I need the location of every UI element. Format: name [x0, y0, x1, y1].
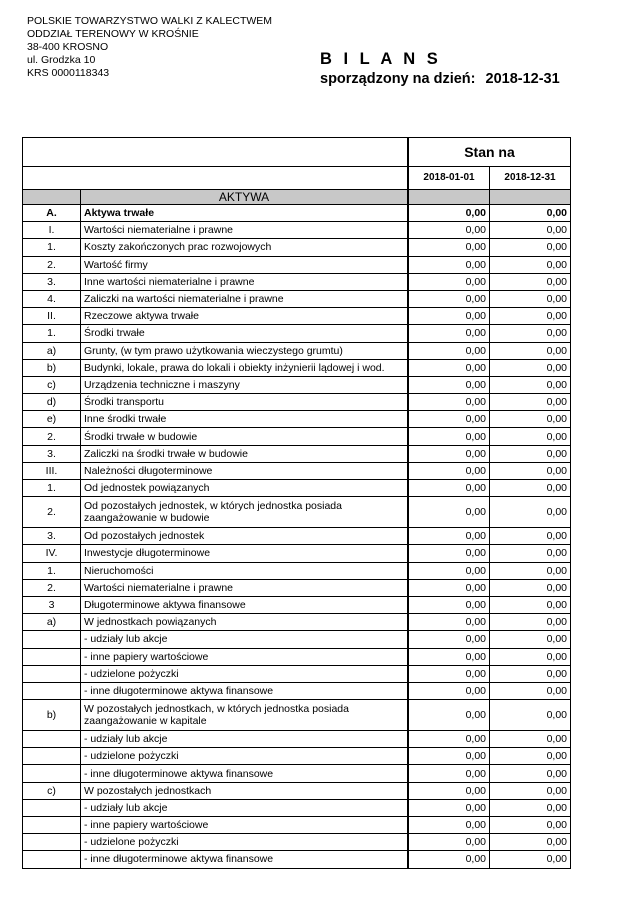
section-label: AKTYWA — [81, 190, 408, 205]
row-number: c) — [23, 782, 81, 799]
row-value-end: 0,00 — [490, 480, 571, 497]
row-value-end: 0,00 — [490, 428, 571, 445]
org-division: ODDZIAŁ TERENOWY W KROŚNIE — [27, 28, 199, 40]
row-value-start: 0,00 — [409, 528, 490, 545]
row-value-start: 0,00 — [409, 545, 490, 562]
row-description: Urządzenia techniczne i maszyny — [81, 376, 408, 393]
row-value-end: 0,00 — [490, 682, 571, 699]
row-value-start: 0,00 — [409, 631, 490, 648]
table-row — [23, 290, 571, 307]
row-description: - udziały lub akcje — [81, 799, 408, 816]
row-number: b) — [23, 700, 81, 731]
row-number: e) — [23, 411, 81, 428]
row-number — [23, 631, 81, 648]
row-value-start: 0,00 — [409, 462, 490, 479]
row-description: Od pozostałych jednostek — [81, 528, 408, 545]
table-header-row — [23, 138, 571, 167]
row-description: Wartości niematerialne i prawne — [81, 222, 408, 239]
row-value-end: 0,00 — [490, 359, 571, 376]
row-value-end: 0,00 — [490, 222, 571, 239]
row-description: Inne środki trwałe — [81, 411, 408, 428]
row-value-end: 0,00 — [490, 851, 571, 868]
table-row — [23, 799, 571, 816]
table-row — [23, 462, 571, 479]
row-number: 1. — [23, 480, 81, 497]
table-row — [23, 614, 571, 631]
row-value-start: 0,00 — [409, 273, 490, 290]
row-value-start: 0,00 — [409, 579, 490, 596]
row-description: - udziały lub akcje — [81, 731, 408, 748]
row-number: 1. — [23, 562, 81, 579]
table-row — [23, 817, 571, 834]
row-description: Od jednostek powiązanych — [81, 480, 408, 497]
table-row — [23, 851, 571, 868]
row-description: - inne papiery wartościowe — [81, 817, 408, 834]
row-value-start: 0,00 — [409, 596, 490, 613]
row-value-start: 0,00 — [409, 700, 490, 731]
row-description: - udziały lub akcje — [81, 631, 408, 648]
row-value-start: 0,00 — [409, 834, 490, 851]
row-description: Budynki, lokale, prawa do lokali i obiekty inżynierii lądowej i wod. — [81, 359, 408, 376]
row-number: c) — [23, 376, 81, 393]
table-date-row — [23, 167, 571, 190]
row-description: Zaliczki na środki trwałe w budowie — [81, 445, 408, 462]
document-title: B I L A N S — [320, 50, 442, 68]
table-row — [23, 562, 571, 579]
row-value-end: 0,00 — [490, 665, 571, 682]
row-value-start: 0,00 — [409, 765, 490, 782]
row-description: Wartość firmy — [81, 256, 408, 273]
row-description: Środki trwałe — [81, 325, 408, 342]
row-value-start: 0,00 — [409, 480, 490, 497]
table-row — [23, 834, 571, 851]
section-no-cell — [23, 190, 81, 205]
row-value-end: 0,00 — [490, 273, 571, 290]
row-description: - inne długoterminowe aktywa finansowe — [81, 851, 408, 868]
row-value-end: 0,00 — [490, 614, 571, 631]
row-number: d) — [23, 394, 81, 411]
row-value-end: 0,00 — [490, 376, 571, 393]
table-row — [23, 545, 571, 562]
row-number — [23, 665, 81, 682]
row-number: 2. — [23, 579, 81, 596]
column-date-end: 2018-12-31 — [490, 167, 571, 190]
row-number: A. — [23, 205, 81, 222]
row-description: - inne papiery wartościowe — [81, 648, 408, 665]
row-value-end: 0,00 — [490, 731, 571, 748]
section-v1-cell — [409, 190, 490, 205]
table-row — [23, 376, 571, 393]
table-row — [23, 308, 571, 325]
row-value-end: 0,00 — [490, 765, 571, 782]
row-value-end: 0,00 — [490, 782, 571, 799]
row-value-end: 0,00 — [490, 817, 571, 834]
row-description: Wartości niematerialne i prawne — [81, 579, 408, 596]
balance-table — [22, 137, 571, 869]
org-krs: KRS 0000118343 — [27, 67, 110, 79]
row-value-start: 0,00 — [409, 562, 490, 579]
table-row — [23, 394, 571, 411]
row-description: W pozostałych jednostkach, w których jednostka posiada zaangażowanie w kapitale — [81, 700, 408, 731]
row-description: Nieruchomości — [81, 562, 408, 579]
row-value-end: 0,00 — [490, 834, 571, 851]
row-value-start: 0,00 — [409, 665, 490, 682]
row-value-end: 0,00 — [490, 290, 571, 307]
row-value-start: 0,00 — [409, 851, 490, 868]
column-date-start: 2018-01-01 — [409, 167, 490, 190]
row-number: 2. — [23, 256, 81, 273]
table-row — [23, 765, 571, 782]
row-number — [23, 834, 81, 851]
row-description: Inwestycje długoterminowe — [81, 545, 408, 562]
table-row — [23, 325, 571, 342]
org-postal: 38-400 KROSNO — [27, 41, 109, 53]
row-number — [23, 817, 81, 834]
row-number — [23, 765, 81, 782]
row-description: Aktywa trwałe — [81, 205, 408, 222]
row-value-start: 0,00 — [409, 782, 490, 799]
row-number: 1. — [23, 325, 81, 342]
row-value-start: 0,00 — [409, 205, 490, 222]
row-description: Rzeczowe aktywa trwałe — [81, 308, 408, 325]
row-value-end: 0,00 — [490, 579, 571, 596]
row-value-end: 0,00 — [490, 239, 571, 256]
row-number: 3. — [23, 528, 81, 545]
row-value-end: 0,00 — [490, 528, 571, 545]
table-row — [23, 596, 571, 613]
row-value-start: 0,00 — [409, 308, 490, 325]
table-row — [23, 445, 571, 462]
subtitle-date: 2018-12-31 — [485, 71, 560, 87]
row-value-start: 0,00 — [409, 256, 490, 273]
table-row — [23, 256, 571, 273]
row-description: Należności długoterminowe — [81, 462, 408, 479]
row-value-start: 0,00 — [409, 290, 490, 307]
row-number: 3. — [23, 445, 81, 462]
row-value-end: 0,00 — [490, 462, 571, 479]
table-row — [23, 342, 571, 359]
row-value-start: 0,00 — [409, 394, 490, 411]
row-value-start: 0,00 — [409, 648, 490, 665]
row-value-end: 0,00 — [490, 394, 571, 411]
table-row — [23, 239, 571, 256]
row-number — [23, 851, 81, 868]
table-row — [23, 205, 571, 222]
row-number: 2. — [23, 428, 81, 445]
row-number — [23, 799, 81, 816]
organization-header — [27, 15, 272, 80]
table-row — [23, 273, 571, 290]
row-value-end: 0,00 — [490, 308, 571, 325]
row-description: - udzielone pożyczki — [81, 665, 408, 682]
row-value-start: 0,00 — [409, 748, 490, 765]
table-row — [23, 222, 571, 239]
row-number — [23, 731, 81, 748]
row-number: 3. — [23, 273, 81, 290]
row-value-start: 0,00 — [409, 731, 490, 748]
row-number: a) — [23, 342, 81, 359]
document-subtitle — [320, 71, 560, 87]
row-number — [23, 648, 81, 665]
row-value-end: 0,00 — [490, 545, 571, 562]
row-value-end: 0,00 — [490, 411, 571, 428]
row-value-start: 0,00 — [409, 445, 490, 462]
table-row — [23, 359, 571, 376]
row-value-start: 0,00 — [409, 359, 490, 376]
row-description: Środki trwałe w budowie — [81, 428, 408, 445]
table-row — [23, 682, 571, 699]
row-description: Zaliczki na wartości niematerialne i prawne — [81, 290, 408, 307]
row-value-start: 0,00 — [409, 682, 490, 699]
row-number: III. — [23, 462, 81, 479]
row-number: I. — [23, 222, 81, 239]
row-value-end: 0,00 — [490, 497, 571, 528]
row-value-start: 0,00 — [409, 325, 490, 342]
row-value-end: 0,00 — [490, 799, 571, 816]
subtitle-label: sporządzony na dzień: — [320, 71, 476, 87]
row-value-end: 0,00 — [490, 342, 571, 359]
row-number — [23, 682, 81, 699]
row-value-start: 0,00 — [409, 799, 490, 816]
table-row — [23, 579, 571, 596]
table-row — [23, 748, 571, 765]
row-value-end: 0,00 — [490, 205, 571, 222]
row-value-end: 0,00 — [490, 631, 571, 648]
row-value-end: 0,00 — [490, 700, 571, 731]
row-number: a) — [23, 614, 81, 631]
row-description: W pozostałych jednostkach — [81, 782, 408, 799]
stan-na-label: Stan na — [409, 138, 571, 167]
section-row — [23, 190, 571, 205]
row-number: II. — [23, 308, 81, 325]
org-name: POLSKIE TOWARZYSTWO WALKI Z KALECTWEM — [27, 15, 273, 27]
row-value-end: 0,00 — [490, 445, 571, 462]
row-description: - udzielone pożyczki — [81, 834, 408, 851]
row-value-start: 0,00 — [409, 342, 490, 359]
table-row — [23, 731, 571, 748]
table-row — [23, 631, 571, 648]
row-value-end: 0,00 — [490, 256, 571, 273]
row-value-end: 0,00 — [490, 748, 571, 765]
row-description: Środki transportu — [81, 394, 408, 411]
table-row — [23, 497, 571, 528]
row-description: - udzielone pożyczki — [81, 748, 408, 765]
table-row — [23, 665, 571, 682]
row-description: W jednostkach powiązanych — [81, 614, 408, 631]
row-number: b) — [23, 359, 81, 376]
row-number: 4. — [23, 290, 81, 307]
row-description: Długoterminowe aktywa finansowe — [81, 596, 408, 613]
row-description: Inne wartości niematerialne i prawne — [81, 273, 408, 290]
row-number: 3 — [23, 596, 81, 613]
row-value-end: 0,00 — [490, 325, 571, 342]
row-value-end: 0,00 — [490, 596, 571, 613]
row-value-start: 0,00 — [409, 376, 490, 393]
row-number: 2. — [23, 497, 81, 528]
table-row — [23, 411, 571, 428]
row-description: Grunty, (w tym prawo użytkowania wieczystego grumtu) — [81, 342, 408, 359]
row-value-start: 0,00 — [409, 497, 490, 528]
row-value-start: 0,00 — [409, 614, 490, 631]
header-empty-cell-2 — [23, 167, 408, 190]
table-row — [23, 428, 571, 445]
row-value-start: 0,00 — [409, 222, 490, 239]
row-description: - inne długoterminowe aktywa finansowe — [81, 765, 408, 782]
table-row — [23, 480, 571, 497]
row-value-end: 0,00 — [490, 562, 571, 579]
row-description: Od pozostałych jednostek, w których jednostka posiada zaangażowanie w budowie — [81, 497, 408, 528]
table-row — [23, 528, 571, 545]
org-street: ul. Grodzka 10 — [27, 54, 96, 66]
row-value-start: 0,00 — [409, 411, 490, 428]
table-row — [23, 700, 571, 731]
row-number: IV. — [23, 545, 81, 562]
table-row — [23, 648, 571, 665]
row-value-end: 0,00 — [490, 648, 571, 665]
row-description: Koszty zakończonych prac rozwojowych — [81, 239, 408, 256]
row-value-start: 0,00 — [409, 817, 490, 834]
row-number: 1. — [23, 239, 81, 256]
row-number — [23, 748, 81, 765]
header-empty-cell — [23, 138, 408, 167]
row-value-start: 0,00 — [409, 428, 490, 445]
section-v2-cell — [490, 190, 571, 205]
row-description: - inne długoterminowe aktywa finansowe — [81, 682, 408, 699]
row-value-start: 0,00 — [409, 239, 490, 256]
table-row — [23, 782, 571, 799]
